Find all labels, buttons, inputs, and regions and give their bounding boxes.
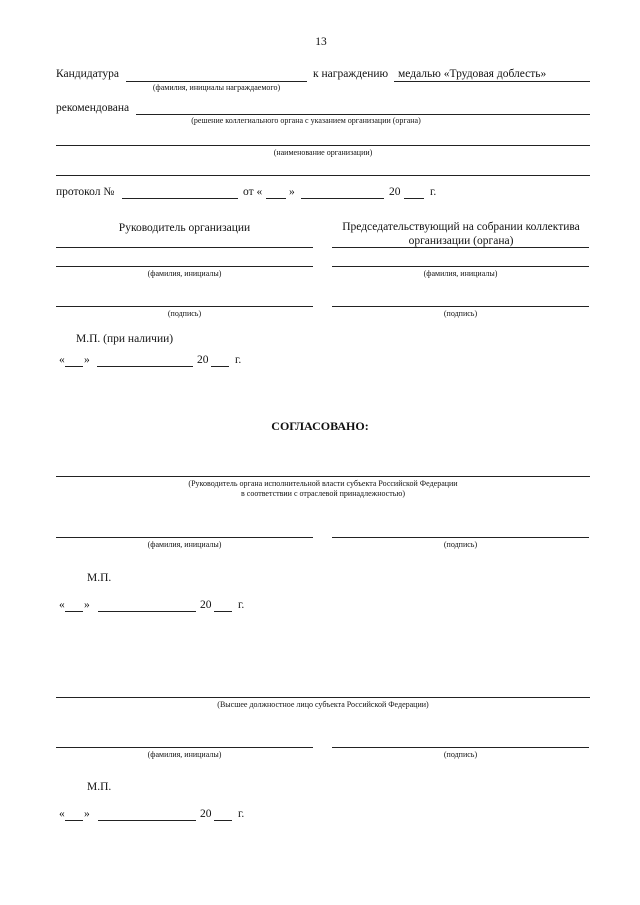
official-date-year-suffix: г.: [238, 808, 245, 820]
candidacy-hint: (фамилия, инициалы награждаемого): [152, 83, 281, 92]
head-signature-field[interactable]: [56, 306, 313, 307]
protocol-from-label: от «: [243, 186, 263, 198]
executive-date-day-field[interactable]: [65, 611, 83, 612]
executive-name-field[interactable]: [56, 537, 313, 538]
award-field[interactable]: [394, 81, 590, 82]
page-number: 13: [315, 36, 327, 48]
official-signature-field[interactable]: [332, 747, 589, 748]
executive-date-open-quote: «: [59, 599, 65, 611]
protocol-month-field[interactable]: [301, 198, 384, 199]
executive-hint-line1: (Руководитель органа исполнительной власти субъекта Российской Федерации: [188, 479, 458, 488]
candidacy-field[interactable]: [126, 81, 307, 82]
chair-signature-hint: (подпись): [443, 309, 478, 318]
executive-signature-hint: (подпись): [443, 540, 478, 549]
date-month-field[interactable]: [97, 366, 193, 367]
executive-date-year-suffix: г.: [238, 599, 245, 611]
protocol-year-prefix: 20: [389, 186, 401, 198]
recommended-label: рекомендована: [56, 102, 130, 114]
official-date-open-quote: «: [59, 808, 65, 820]
chair-name-hint: (фамилия, инициалы): [423, 269, 498, 278]
official-signature-hint: (подпись): [443, 750, 478, 759]
protocol-quote-close: »: [289, 186, 295, 198]
executive-date-year-field[interactable]: [214, 611, 232, 612]
chair-organization-field[interactable]: [332, 247, 589, 248]
approval-heading: СОГЛАСОВАНО:: [271, 419, 369, 433]
executive-date-close-quote: »: [84, 599, 90, 611]
candidacy-label: Кандидатура: [56, 68, 119, 80]
executive-stamp-label: М.П.: [87, 572, 112, 584]
executive-signature-field[interactable]: [332, 537, 589, 538]
date-year-suffix: г.: [235, 354, 242, 366]
award-value: медалью «Трудовая доблесть»: [398, 68, 547, 80]
organization-hint: (наименование организации): [273, 148, 373, 157]
head-organization-field[interactable]: [56, 247, 313, 248]
official-field[interactable]: [56, 697, 590, 698]
date-year-field[interactable]: [211, 366, 229, 367]
chair-name-field[interactable]: [332, 266, 589, 267]
executive-date-year-prefix: 20: [200, 599, 212, 611]
date-open-quote: «: [59, 354, 65, 366]
protocol-number-field[interactable]: [122, 198, 238, 199]
official-date-day-field[interactable]: [65, 820, 83, 821]
protocol-label: протокол №: [56, 186, 115, 198]
decision-field[interactable]: [136, 114, 590, 115]
date-close-quote: »: [84, 354, 90, 366]
date-year-prefix: 20: [197, 354, 209, 366]
organization-field-line1[interactable]: [56, 145, 590, 146]
official-stamp-label: М.П.: [87, 781, 112, 793]
chair-title-line2: организации (органа): [408, 235, 514, 247]
official-hint: (Высшее должностное лицо субъекта Российской Федерации): [217, 700, 429, 709]
chair-title-line1: Председательствующий на собрании коллектива: [342, 221, 580, 233]
protocol-day-field[interactable]: [266, 198, 286, 199]
head-signature-hint: (подпись): [167, 309, 202, 318]
official-name-field[interactable]: [56, 747, 313, 748]
head-name-hint: (фамилия, инициалы): [147, 269, 222, 278]
official-date-year-field[interactable]: [214, 820, 232, 821]
executive-hint-line2: в соответствии с отраслевой принадлежностью): [240, 489, 406, 498]
date-day-field[interactable]: [65, 366, 83, 367]
official-date-close-quote: »: [84, 808, 90, 820]
organization-field-line2[interactable]: [56, 175, 590, 176]
award-label: к награждению: [313, 68, 389, 80]
stamp-label: М.П. (при наличии): [76, 333, 174, 345]
head-name-field[interactable]: [56, 266, 313, 267]
protocol-year-suffix: г.: [430, 186, 437, 198]
official-name-hint: (фамилия, инициалы): [147, 750, 222, 759]
decision-hint: (решение коллегиального органа с указанием организации (органа): [191, 116, 421, 125]
executive-field[interactable]: [56, 476, 590, 477]
chair-signature-field[interactable]: [332, 306, 589, 307]
executive-name-hint: (фамилия, инициалы): [147, 540, 222, 549]
head-title: Руководитель организации: [118, 222, 251, 234]
official-date-month-field[interactable]: [98, 820, 196, 821]
official-date-year-prefix: 20: [200, 808, 212, 820]
protocol-year-field[interactable]: [404, 198, 424, 199]
executive-date-month-field[interactable]: [98, 611, 196, 612]
